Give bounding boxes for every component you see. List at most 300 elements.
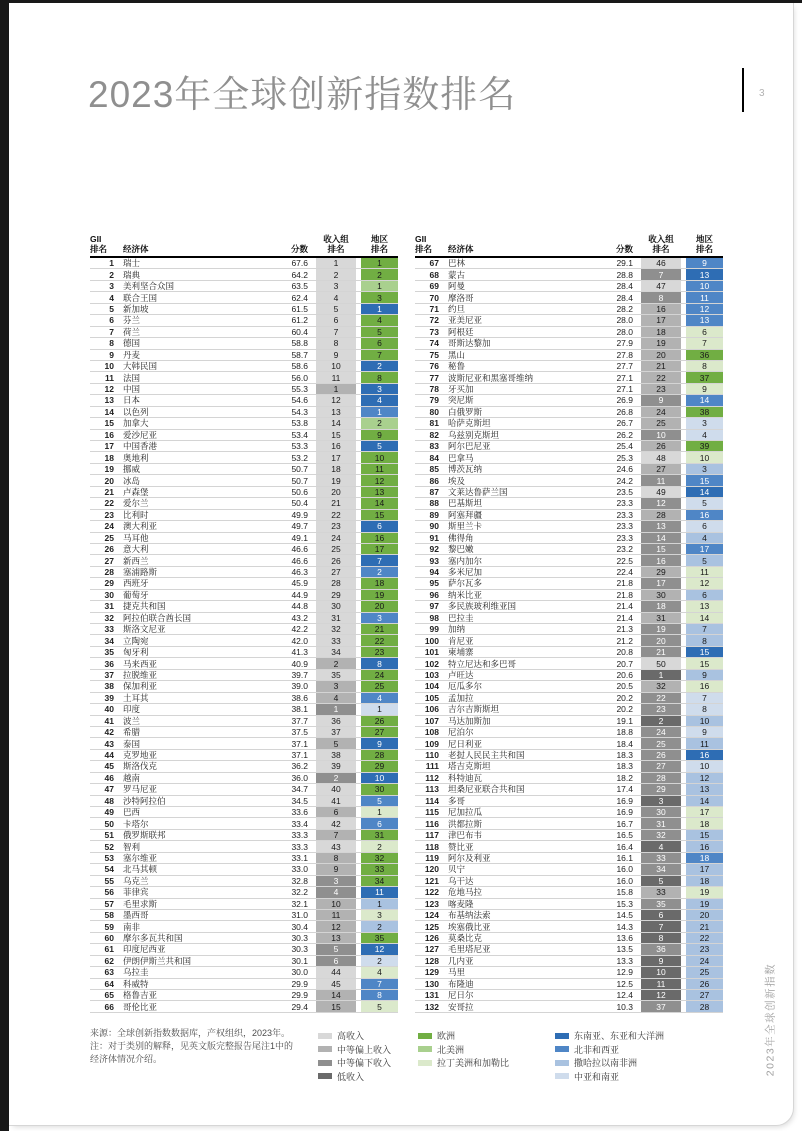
gii-rank-cell: 45 <box>104 761 114 772</box>
score-cell: 21.8 <box>616 578 633 589</box>
gii-rank-cell: 4 <box>109 292 114 303</box>
legend-item-nac <box>418 1043 509 1057</box>
region-rank-cell: 12 <box>361 475 398 485</box>
score-cell: 38.1 <box>291 704 308 715</box>
income-group-rank-cell: 28 <box>316 578 356 588</box>
income-group-rank-cell: 13 <box>316 933 356 943</box>
gii-rank-cell: 19 <box>104 464 114 475</box>
legend-income-groups <box>318 1029 391 1083</box>
gii-rank-cell: 125 <box>424 921 439 932</box>
gii-rank-cell: 48 <box>104 795 114 806</box>
economy-cell: 乌兹别克斯坦 <box>448 429 500 440</box>
region-rank-cell: 27 <box>361 727 398 737</box>
score-cell: 63.5 <box>291 281 308 292</box>
income-group-rank-cell: 4 <box>641 841 681 851</box>
income-group-rank-cell: 18 <box>641 327 681 337</box>
economy-cell: 黑山 <box>448 349 466 360</box>
economy-cell: 科特迪瓦 <box>448 772 483 783</box>
region-rank-cell: 13 <box>361 487 398 497</box>
region-rank-cell: 32 <box>361 853 398 863</box>
gii-rank-cell: 85 <box>429 464 439 475</box>
income-group-rank-cell: 29 <box>641 784 681 794</box>
region-rank-cell: 10 <box>686 716 723 726</box>
economy-cell: 加纳 <box>448 624 466 635</box>
economy-cell: 土耳其 <box>123 692 149 703</box>
income-group-rank-cell: 14 <box>316 418 356 428</box>
legend-item-hi <box>318 1029 391 1043</box>
score-cell: 46.3 <box>291 567 308 578</box>
legend-regions-asia-africa <box>555 1029 664 1083</box>
economy-cell: 佛得角 <box>448 532 474 543</box>
score-cell: 64.2 <box>291 269 308 280</box>
region-rank-cell: 16 <box>361 533 398 543</box>
income-group-rank-cell: 27 <box>641 464 681 474</box>
economy-cell: 毛里求斯 <box>123 898 158 909</box>
gii-rank-cell: 132 <box>424 1001 439 1012</box>
region-rank-cell: 16 <box>686 510 723 520</box>
region-rank-cell: 9 <box>686 727 723 737</box>
score-cell: 12.9 <box>616 967 633 978</box>
income-group-rank-cell: 41 <box>316 796 356 806</box>
score-cell: 27.1 <box>616 372 633 383</box>
gii-rank-cell: 93 <box>429 555 439 566</box>
region-rank-cell: 10 <box>686 452 723 462</box>
region-rank-cell: 13 <box>686 601 723 611</box>
legend-label: 北非和西亚 <box>574 1044 620 1055</box>
score-cell: 42.2 <box>291 624 308 635</box>
region-rank-cell: 5 <box>361 327 398 337</box>
income-group-rank-cell: 11 <box>641 475 681 485</box>
score-cell: 28.2 <box>616 303 633 314</box>
score-cell: 12.4 <box>616 990 633 1001</box>
economy-cell: 斯里兰卡 <box>448 521 483 532</box>
economy-cell: 中国 <box>123 384 141 395</box>
header-economy: 经济体 <box>448 244 474 254</box>
score-cell: 29.4 <box>291 1001 308 1012</box>
gii-rank-cell: 80 <box>429 406 439 417</box>
economy-cell: 匈牙利 <box>123 647 149 658</box>
economy-cell: 阿拉伯联合酋长国 <box>123 612 192 623</box>
region-rank-cell: 5 <box>686 555 723 565</box>
legend-item-lcn <box>418 1056 509 1070</box>
score-cell: 34.5 <box>291 795 308 806</box>
economy-cell: 赞比亚 <box>448 841 474 852</box>
score-cell: 22.4 <box>616 567 633 578</box>
gii-rank-cell: 58 <box>104 910 114 921</box>
legend-swatch-nawa <box>555 1046 569 1052</box>
income-group-rank-cell: 8 <box>641 933 681 943</box>
gii-rank-cell: 89 <box>429 509 439 520</box>
region-rank-cell: 33 <box>361 864 398 874</box>
region-rank-cell: 26 <box>686 979 723 989</box>
economy-cell: 乌克兰 <box>123 875 149 886</box>
economy-cell: 洪都拉斯 <box>448 818 483 829</box>
economy-cell: 布隆迪 <box>448 978 474 989</box>
region-rank-cell: 17 <box>686 807 723 817</box>
header-gii-line2: 排名 <box>415 244 433 254</box>
score-cell: 42.0 <box>291 635 308 646</box>
gii-rank-cell: 106 <box>424 704 439 715</box>
score-cell: 49.7 <box>291 521 308 532</box>
score-cell: 37.5 <box>291 727 308 738</box>
income-group-rank-cell: 15 <box>316 1001 356 1011</box>
economy-cell: 智利 <box>123 841 141 852</box>
income-group-rank-cell: 17 <box>316 452 356 462</box>
economy-cell: 塔吉克斯坦 <box>448 761 491 772</box>
gii-rank-cell: 75 <box>429 349 439 360</box>
gii-rank-cell: 15 <box>104 418 114 429</box>
economy-cell: 埃及 <box>448 475 466 486</box>
gii-rank-cell: 111 <box>425 761 439 772</box>
income-group-rank-cell: 13 <box>316 407 356 417</box>
score-cell: 36.2 <box>291 761 308 772</box>
income-group-rank-cell: 21 <box>641 647 681 657</box>
economy-cell: 北马其顿 <box>123 864 158 875</box>
gii-rank-cell: 118 <box>425 841 439 852</box>
region-rank-cell: 1 <box>361 899 398 909</box>
region-rank-cell: 30 <box>361 784 398 794</box>
gii-rank-cell: 99 <box>429 624 439 635</box>
score-cell: 32.8 <box>291 875 308 886</box>
income-group-rank-cell: 7 <box>641 269 681 279</box>
region-rank-cell: 20 <box>361 601 398 611</box>
score-cell: 56.0 <box>291 372 308 383</box>
legend-label: 撒哈拉以南非洲 <box>574 1058 638 1069</box>
income-group-rank-cell: 36 <box>316 716 356 726</box>
region-rank-cell: 11 <box>686 738 723 748</box>
gii-rank-cell: 102 <box>424 658 439 669</box>
region-rank-cell: 2 <box>361 567 398 577</box>
income-group-rank-cell: 4 <box>316 693 356 703</box>
gii-rank-cell: 113 <box>425 784 439 795</box>
income-group-rank-cell: 8 <box>316 338 356 348</box>
economy-cell: 意大利 <box>123 544 149 555</box>
region-rank-cell: 4 <box>361 395 398 405</box>
income-group-rank-cell: 31 <box>641 818 681 828</box>
economy-cell: 德国 <box>123 338 141 349</box>
region-rank-cell: 8 <box>686 361 723 371</box>
economy-cell: 柬埔寨 <box>448 647 474 658</box>
region-rank-cell: 14 <box>686 613 723 623</box>
gii-rank-cell: 120 <box>424 864 439 875</box>
score-cell: 23.3 <box>616 532 633 543</box>
gii-rank-cell: 30 <box>104 589 114 600</box>
income-group-rank-cell: 18 <box>316 464 356 474</box>
gii-rank-cell: 12 <box>104 384 114 395</box>
score-cell: 25.3 <box>616 452 633 463</box>
region-rank-cell: 1 <box>361 258 398 268</box>
title-divider-bar <box>742 68 744 112</box>
region-rank-cell: 15 <box>361 510 398 520</box>
score-cell: 20.2 <box>616 692 633 703</box>
gii-rank-cell: 74 <box>429 338 439 349</box>
region-rank-cell: 17 <box>686 864 723 874</box>
gii-rank-cell: 92 <box>429 544 439 555</box>
score-cell: 58.6 <box>291 361 308 372</box>
score-cell: 13.5 <box>616 944 633 955</box>
score-cell: 26.9 <box>616 395 633 406</box>
income-group-rank-cell: 7 <box>316 830 356 840</box>
economy-cell: 以色列 <box>123 406 149 417</box>
header-region-rank <box>686 234 723 254</box>
gii-rank-cell: 95 <box>429 578 439 589</box>
income-group-rank-cell: 2 <box>316 269 356 279</box>
region-rank-cell: 11 <box>686 567 723 577</box>
income-group-rank-cell: 10 <box>641 430 681 440</box>
income-group-rank-cell: 10 <box>641 967 681 977</box>
table-body-right <box>415 258 723 1013</box>
table-row <box>90 1001 398 1012</box>
region-rank-cell: 23 <box>361 647 398 657</box>
legend-label: 高收入 <box>337 1031 365 1042</box>
region-rank-cell: 14 <box>686 796 723 806</box>
gii-rank-cell: 70 <box>429 292 439 303</box>
income-group-rank-cell: 40 <box>316 784 356 794</box>
legend-swatch-nac <box>418 1046 432 1052</box>
gii-rank-cell: 7 <box>109 326 114 337</box>
economy-cell: 斯洛文尼亚 <box>123 624 166 635</box>
region-rank-cell: 23 <box>686 944 723 954</box>
gii-rank-cell: 46 <box>104 772 114 783</box>
legend-regions-americas-europe <box>418 1029 509 1070</box>
gii-rank-cell: 56 <box>104 887 114 898</box>
economy-cell: 乌拉圭 <box>123 967 149 978</box>
gii-rank-cell: 121 <box>424 875 439 886</box>
gii-rank-cell: 112 <box>425 772 439 783</box>
economy-cell: 卢森堡 <box>123 486 149 497</box>
gii-rank-cell: 21 <box>104 486 114 497</box>
income-group-rank-cell: 23 <box>641 704 681 714</box>
score-cell: 18.8 <box>616 727 633 738</box>
economy-cell: 罗马尼亚 <box>123 784 158 795</box>
legend-label: 东南亚、东亚和大洋洲 <box>574 1031 665 1042</box>
economy-cell: 尼加拉瓜 <box>448 807 483 818</box>
economy-cell: 阿尔巴尼亚 <box>448 441 491 452</box>
region-rank-cell: 5 <box>361 796 398 806</box>
gii-rank-cell: 42 <box>104 727 114 738</box>
income-group-rank-cell: 9 <box>316 864 356 874</box>
score-cell: 30.1 <box>291 955 308 966</box>
gii-rank-cell: 34 <box>104 635 114 646</box>
score-cell: 45.9 <box>291 578 308 589</box>
income-group-rank-cell: 6 <box>316 315 356 325</box>
region-rank-cell: 11 <box>361 464 398 474</box>
income-group-rank-cell: 8 <box>641 292 681 302</box>
header-gii-rank <box>90 234 114 254</box>
score-cell: 26.7 <box>616 418 633 429</box>
income-group-rank-cell: 11 <box>316 910 356 920</box>
income-group-rank-cell: 6 <box>641 910 681 920</box>
gii-rank-cell: 49 <box>104 807 114 818</box>
score-cell: 39.0 <box>291 681 308 692</box>
income-group-rank-cell: 5 <box>316 944 356 954</box>
economy-cell: 莫桑比克 <box>448 933 483 944</box>
income-group-rank-cell: 9 <box>641 956 681 966</box>
gii-rank-cell: 6 <box>109 315 114 326</box>
score-cell: 29.1 <box>616 258 633 269</box>
income-group-rank-cell: 7 <box>641 921 681 931</box>
region-rank-cell: 5 <box>361 441 398 451</box>
income-group-rank-cell: 11 <box>316 372 356 382</box>
gii-rank-cell: 122 <box>424 887 439 898</box>
economy-cell: 丹麦 <box>123 349 141 360</box>
header-gii-rank <box>415 234 439 254</box>
income-group-rank-cell: 34 <box>316 647 356 657</box>
income-group-rank-cell: 50 <box>641 658 681 668</box>
income-group-rank-cell: 22 <box>641 372 681 382</box>
region-rank-cell: 12 <box>361 944 398 954</box>
economy-cell: 希腊 <box>123 727 141 738</box>
gii-rank-cell: 35 <box>104 647 114 658</box>
economy-cell: 拉脱维亚 <box>123 669 158 680</box>
score-cell: 28.4 <box>616 281 633 292</box>
economy-cell: 巴拉圭 <box>448 612 474 623</box>
legend-label: 中等偏下收入 <box>337 1058 392 1069</box>
score-cell: 21.3 <box>616 624 633 635</box>
income-group-rank-cell: 8 <box>316 853 356 863</box>
income-group-rank-cell: 2 <box>316 658 356 668</box>
gii-rank-cell: 96 <box>429 589 439 600</box>
economy-cell: 印度尼西亚 <box>123 944 166 955</box>
gii-rank-cell: 77 <box>429 372 439 383</box>
economy-cell: 几内亚 <box>448 955 474 966</box>
legend-label: 中等偏上收入 <box>337 1044 392 1055</box>
income-group-rank-cell: 21 <box>641 361 681 371</box>
gii-rank-cell: 18 <box>104 452 114 463</box>
income-group-rank-cell: 4 <box>316 887 356 897</box>
region-rank-cell: 7 <box>686 338 723 348</box>
score-cell: 37.7 <box>291 715 308 726</box>
economy-cell: 阿根廷 <box>448 326 474 337</box>
income-group-rank-cell: 33 <box>641 887 681 897</box>
gii-rank-cell: 22 <box>104 498 114 509</box>
economy-cell: 阿塞拜疆 <box>448 509 483 520</box>
score-cell: 32.2 <box>291 887 308 898</box>
region-rank-cell: 17 <box>361 544 398 554</box>
region-rank-cell: 4 <box>686 430 723 440</box>
economy-cell: 坦桑尼亚联合共和国 <box>448 784 525 795</box>
region-rank-cell: 13 <box>686 315 723 325</box>
income-group-rank-cell: 19 <box>641 338 681 348</box>
region-rank-cell: 4 <box>686 533 723 543</box>
income-group-rank-cell: 37 <box>316 727 356 737</box>
income-group-rank-cell: 12 <box>641 498 681 508</box>
screen-edge-left <box>0 0 9 1131</box>
region-rank-cell: 5 <box>686 498 723 508</box>
gii-rank-cell: 55 <box>104 875 114 886</box>
header-income-line1: 收入组 <box>648 234 674 244</box>
region-rank-cell: 14 <box>686 395 723 405</box>
income-group-rank-cell: 24 <box>641 407 681 417</box>
gii-rank-cell: 3 <box>109 281 114 292</box>
gii-rank-cell: 64 <box>104 978 114 989</box>
income-group-rank-cell: 15 <box>316 430 356 440</box>
income-group-rank-cell: 17 <box>641 578 681 588</box>
economy-cell: 安哥拉 <box>448 1001 474 1012</box>
income-group-rank-cell: 1 <box>316 384 356 394</box>
economy-cell: 伊朗伊斯兰共和国 <box>123 955 192 966</box>
economy-cell: 危地马拉 <box>448 887 483 898</box>
gii-rank-cell: 8 <box>109 338 114 349</box>
header-region-line2: 排名 <box>695 244 713 254</box>
score-cell: 21.4 <box>616 601 633 612</box>
score-cell: 28.8 <box>616 269 633 280</box>
gii-rank-cell: 43 <box>104 738 114 749</box>
region-rank-cell: 9 <box>686 258 723 268</box>
score-cell: 49.1 <box>291 532 308 543</box>
region-rank-cell: 3 <box>361 910 398 920</box>
header-income-group-rank <box>641 234 681 254</box>
header-score: 分数 <box>615 244 633 254</box>
income-group-rank-cell: 3 <box>641 796 681 806</box>
gii-rank-cell: 67 <box>429 258 439 269</box>
region-rank-cell: 13 <box>686 269 723 279</box>
footnote-note-line2: 经济体情况介绍。 <box>90 1054 163 1064</box>
economy-cell: 吉尔吉斯斯坦 <box>448 704 500 715</box>
score-cell: 20.5 <box>616 681 633 692</box>
legend-label: 中亚和南亚 <box>574 1071 620 1082</box>
income-group-rank-cell: 32 <box>316 624 356 634</box>
region-rank-cell: 8 <box>686 635 723 645</box>
income-group-rank-cell: 3 <box>316 281 356 291</box>
score-cell: 61.5 <box>291 303 308 314</box>
table-body-left <box>90 258 398 1013</box>
score-cell: 18.4 <box>616 738 633 749</box>
score-cell: 21.4 <box>616 612 633 623</box>
score-cell: 28.0 <box>616 326 633 337</box>
income-group-rank-cell: 28 <box>641 773 681 783</box>
economy-cell: 立陶宛 <box>123 635 149 646</box>
economy-cell: 蒙古 <box>448 269 466 280</box>
gii-rank-cell: 82 <box>429 429 439 440</box>
region-rank-cell: 22 <box>686 933 723 943</box>
income-group-rank-cell: 27 <box>641 761 681 771</box>
legend-swatch-ssa <box>555 1060 569 1066</box>
gii-rank-cell: 107 <box>424 715 439 726</box>
economy-cell: 布基纳法索 <box>448 910 491 921</box>
gii-rank-cell: 40 <box>104 704 114 715</box>
income-group-rank-cell: 15 <box>641 544 681 554</box>
region-rank-cell: 3 <box>686 464 723 474</box>
gii-rank-cell: 31 <box>104 601 114 612</box>
income-group-rank-cell: 1 <box>641 670 681 680</box>
score-cell: 14.5 <box>616 910 633 921</box>
legend-label: 拉丁美洲和加勒比 <box>437 1058 510 1069</box>
score-cell: 53.2 <box>291 452 308 463</box>
table-header <box>415 234 723 258</box>
income-group-rank-cell: 5 <box>641 876 681 886</box>
region-rank-cell: 1 <box>361 807 398 817</box>
income-group-rank-cell: 38 <box>316 750 356 760</box>
income-group-rank-cell: 26 <box>641 750 681 760</box>
economy-cell: 牙买加 <box>448 384 474 395</box>
score-cell: 40.9 <box>291 658 308 669</box>
legend-swatch-eur <box>418 1033 432 1039</box>
header-region-rank <box>361 234 398 254</box>
economy-cell: 特立尼达和多巴哥 <box>448 658 517 669</box>
income-group-rank-cell: 11 <box>641 979 681 989</box>
score-cell: 28.4 <box>616 292 633 303</box>
gii-rank-cell: 73 <box>429 326 439 337</box>
score-cell: 15.3 <box>616 898 633 909</box>
score-cell: 31.0 <box>291 910 308 921</box>
gii-rank-cell: 20 <box>104 475 114 486</box>
region-rank-cell: 35 <box>361 933 398 943</box>
gii-rank-cell: 26 <box>104 544 114 555</box>
income-group-rank-cell: 6 <box>316 956 356 966</box>
economy-cell: 比利时 <box>123 509 149 520</box>
income-group-rank-cell: 43 <box>316 841 356 851</box>
